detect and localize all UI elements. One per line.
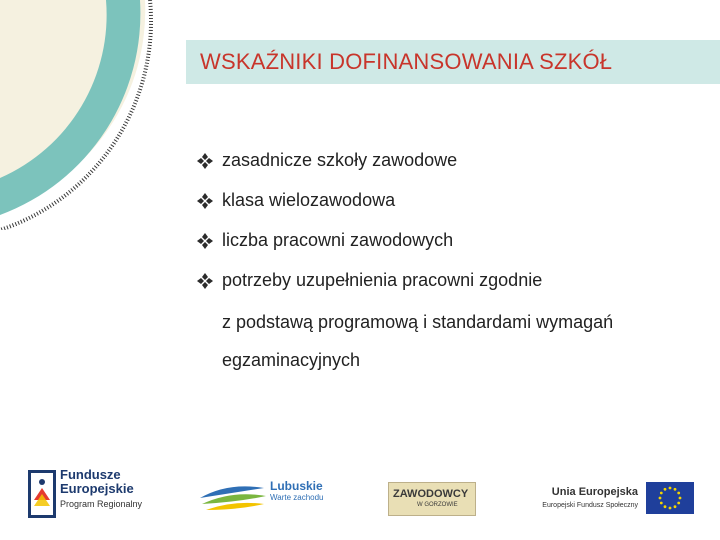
list-item-text: liczba pracowni zawodowych bbox=[222, 230, 454, 250]
diamond-bullet-icon bbox=[196, 232, 214, 250]
list-item-text: potrzeby uzupełnienia pracowni zgodnie bbox=[222, 270, 543, 290]
list-item-text: klasa wielozawodowa bbox=[222, 190, 396, 210]
list-item bbox=[196, 190, 706, 230]
list-item-text: zasadnicze szkoły zawodowe bbox=[222, 150, 458, 170]
list-item bbox=[196, 230, 706, 270]
lubuskie-text bbox=[270, 480, 324, 504]
logo-text: Warte zachodu bbox=[270, 493, 324, 502]
logo-text: Program Regionalny bbox=[60, 499, 143, 509]
page-title: WSKAŹNIKI DOFINANSOWANIA SZKÓŁ bbox=[200, 49, 613, 74]
logo-text: ZAWODOWCY bbox=[393, 488, 469, 500]
list-item-continuation bbox=[196, 310, 706, 348]
list-item bbox=[196, 150, 706, 190]
decorative-arcs bbox=[0, 0, 160, 230]
logo-text: W GORZOWIE bbox=[417, 502, 458, 508]
logo-text: Europejskie bbox=[60, 481, 134, 496]
diamond-bullet-icon bbox=[196, 272, 214, 290]
diamond-bullet-icon bbox=[196, 192, 214, 210]
fundusze-europejskie-logo bbox=[28, 470, 56, 518]
bullet-list bbox=[196, 150, 706, 386]
title-bar bbox=[186, 40, 720, 84]
logo-text: Lubuskie bbox=[270, 479, 323, 493]
list-item-continuation bbox=[196, 348, 706, 386]
fundusze-europejskie-text bbox=[60, 468, 142, 511]
unia-europejska-text bbox=[538, 486, 638, 512]
list-item bbox=[196, 270, 706, 310]
list-item-text: egzaminacyjnych bbox=[222, 350, 361, 370]
logo-text: Unia Europejska bbox=[551, 486, 638, 498]
lubuskie-logo bbox=[198, 476, 268, 516]
logo-strip bbox=[0, 460, 720, 530]
zawodowcy-logo bbox=[388, 482, 476, 516]
logo-text: Europejski Fundusz Społeczny bbox=[542, 502, 638, 509]
eu-flag-icon bbox=[646, 482, 694, 514]
list-item-text: z podstawą programową i standardami wymagań bbox=[222, 312, 614, 332]
diamond-bullet-icon bbox=[196, 152, 214, 170]
logo-text: Fundusze bbox=[60, 467, 121, 482]
